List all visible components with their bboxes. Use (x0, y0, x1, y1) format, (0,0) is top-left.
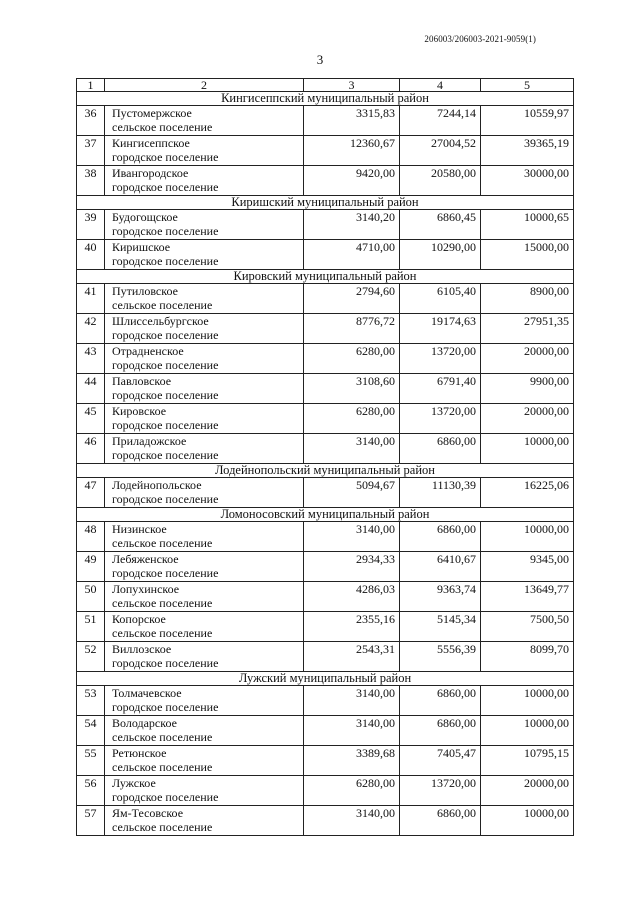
settlement-name (105, 210, 304, 240)
value-col5: 39365,19 (481, 136, 574, 166)
value-col4: 5145,34 (400, 612, 481, 642)
table-row (77, 374, 574, 404)
value-col5: 10000,00 (481, 686, 574, 716)
settlement-name-line1: Киришское (112, 240, 171, 254)
value-col3: 4286,03 (304, 582, 400, 612)
district-name: Кингисеппский муниципальный район (77, 92, 574, 106)
value-col5: 10000,65 (481, 210, 574, 240)
settlements-table (76, 78, 574, 836)
settlement-name (105, 746, 304, 776)
settlement-name (105, 522, 304, 552)
value-col3: 6280,00 (304, 404, 400, 434)
table-row (77, 284, 574, 314)
settlement-name-line1: Лодейнопольское (112, 478, 202, 492)
value-col4: 6105,40 (400, 284, 481, 314)
settlement-name-line1: Приладожское (112, 434, 187, 448)
row-number: 43 (77, 344, 105, 374)
settlement-type-line2: сельское поселение (112, 119, 213, 134)
row-number: 54 (77, 716, 105, 746)
district-row (77, 672, 574, 686)
row-number: 51 (77, 612, 105, 642)
settlement-name (105, 552, 304, 582)
value-col4: 6860,00 (400, 716, 481, 746)
value-col4: 7405,47 (400, 746, 481, 776)
table-row (77, 240, 574, 270)
row-number: 46 (77, 434, 105, 464)
value-col3: 2794,60 (304, 284, 400, 314)
value-col4: 6860,00 (400, 686, 481, 716)
district-name: Кировский муниципальный район (77, 270, 574, 284)
row-number: 52 (77, 642, 105, 672)
settlement-type-line2: городское поселение (112, 387, 219, 402)
table-row (77, 776, 574, 806)
column-header: 2 (105, 79, 304, 92)
settlement-name-line1: Кингисеппское (112, 136, 190, 150)
settlement-name (105, 374, 304, 404)
settlement-type-line2: городское поселение (112, 699, 219, 714)
value-col5: 10000,00 (481, 716, 574, 746)
settlement-name-line1: Ям-Тесовское (112, 806, 184, 820)
value-col3: 3140,00 (304, 522, 400, 552)
district-row (77, 196, 574, 210)
row-number: 42 (77, 314, 105, 344)
district-row (77, 270, 574, 284)
settlement-name-line1: Пустомержское (112, 106, 192, 120)
value-col5: 7500,50 (481, 612, 574, 642)
settlement-name (105, 478, 304, 508)
row-number: 55 (77, 746, 105, 776)
column-header: 1 (77, 79, 105, 92)
settlement-name-line1: Ретюнское (112, 746, 167, 760)
value-col3: 3140,00 (304, 686, 400, 716)
row-number: 49 (77, 552, 105, 582)
value-col4: 13720,00 (400, 776, 481, 806)
value-col5: 10000,00 (481, 434, 574, 464)
column-header: 4 (400, 79, 481, 92)
settlement-name-line1: Шлиссельбургское (112, 314, 209, 328)
table-row (77, 716, 574, 746)
settlement-type-line2: сельское поселение (112, 595, 213, 610)
district-name: Лужский муниципальный район (77, 672, 574, 686)
row-number: 37 (77, 136, 105, 166)
district-name: Лодейнопольский муниципальный район (77, 464, 574, 478)
value-col4: 6860,00 (400, 522, 481, 552)
settlement-type-line2: сельское поселение (112, 819, 213, 834)
table-row (77, 210, 574, 240)
settlement-name (105, 344, 304, 374)
value-col4: 19174,63 (400, 314, 481, 344)
value-col5: 27951,35 (481, 314, 574, 344)
settlement-name-line1: Толмачевское (112, 686, 182, 700)
settlement-name-line1: Лебяженское (112, 552, 179, 566)
table-row (77, 522, 574, 552)
column-header: 5 (481, 79, 574, 92)
settlement-name-line1: Лопухинское (112, 582, 180, 596)
table-row (77, 582, 574, 612)
table-row (77, 314, 574, 344)
value-col5: 20000,00 (481, 344, 574, 374)
settlement-name-line1: Копорское (112, 612, 166, 626)
settlement-type-line2: городское поселение (112, 417, 219, 432)
column-header: 3 (304, 79, 400, 92)
table-row (77, 642, 574, 672)
district-row (77, 92, 574, 106)
district-name: Ломоносовский муниципальный район (77, 508, 574, 522)
value-col3: 2934,33 (304, 552, 400, 582)
settlement-type-line2: городское поселение (112, 223, 219, 238)
table-row (77, 552, 574, 582)
value-col3: 4710,00 (304, 240, 400, 270)
row-number: 53 (77, 686, 105, 716)
row-number: 48 (77, 522, 105, 552)
table-row (77, 136, 574, 166)
settlement-type-line2: городское поселение (112, 149, 219, 164)
settlement-name (105, 582, 304, 612)
table-row (77, 686, 574, 716)
settlement-name-line1: Низинское (112, 522, 167, 536)
table-row (77, 166, 574, 196)
row-number: 41 (77, 284, 105, 314)
value-col4: 6791,40 (400, 374, 481, 404)
value-col4: 27004,52 (400, 136, 481, 166)
settlement-type-line2: городское поселение (112, 357, 219, 372)
settlement-name (105, 404, 304, 434)
value-col5: 15000,00 (481, 240, 574, 270)
settlement-name (105, 240, 304, 270)
row-number: 56 (77, 776, 105, 806)
value-col3: 3140,00 (304, 434, 400, 464)
value-col5: 10559,97 (481, 106, 574, 136)
settlement-name-line1: Ивангородское (112, 166, 189, 180)
settlement-type-line2: сельское поселение (112, 297, 213, 312)
value-col4: 13720,00 (400, 404, 481, 434)
value-col3: 3140,00 (304, 806, 400, 836)
settlement-name (105, 106, 304, 136)
row-number: 50 (77, 582, 105, 612)
settlement-name-line1: Путиловское (112, 284, 178, 298)
table-row (77, 746, 574, 776)
settlement-type-line2: сельское поселение (112, 729, 213, 744)
value-col4: 11130,39 (400, 478, 481, 508)
settlement-name (105, 686, 304, 716)
value-col5: 20000,00 (481, 404, 574, 434)
settlement-name (105, 314, 304, 344)
value-col4: 7244,14 (400, 106, 481, 136)
settlement-type-line2: городское поселение (112, 491, 219, 506)
row-number: 57 (77, 806, 105, 836)
row-number: 38 (77, 166, 105, 196)
value-col4: 6860,45 (400, 210, 481, 240)
table-row (77, 106, 574, 136)
table-row (77, 434, 574, 464)
settlement-type-line2: городское поселение (112, 655, 219, 670)
value-col4: 6860,00 (400, 434, 481, 464)
settlement-name (105, 434, 304, 464)
value-col3: 3315,83 (304, 106, 400, 136)
value-col3: 12360,67 (304, 136, 400, 166)
row-number: 40 (77, 240, 105, 270)
settlement-type-line2: городское поселение (112, 253, 219, 268)
value-col5: 16225,06 (481, 478, 574, 508)
settlement-type-line2: городское поселение (112, 327, 219, 342)
value-col4: 20580,00 (400, 166, 481, 196)
settlement-type-line2: городское поселение (112, 789, 219, 804)
table-body (77, 79, 574, 836)
settlement-name (105, 612, 304, 642)
settlement-name-line1: Виллозское (112, 642, 172, 656)
settlement-type-line2: городское поселение (112, 179, 219, 194)
row-number: 44 (77, 374, 105, 404)
settlement-name (105, 806, 304, 836)
settlement-name-line1: Будогощское (112, 210, 178, 224)
value-col3: 2355,16 (304, 612, 400, 642)
table-row (77, 478, 574, 508)
value-col4: 10290,00 (400, 240, 481, 270)
settlement-type-line2: городское поселение (112, 447, 219, 462)
row-number: 36 (77, 106, 105, 136)
settlement-name-line1: Лужское (112, 776, 156, 790)
settlement-type-line2: городское поселение (112, 565, 219, 580)
settlement-type-line2: сельское поселение (112, 535, 213, 550)
value-col3: 6280,00 (304, 344, 400, 374)
value-col3: 2543,31 (304, 642, 400, 672)
settlement-name (105, 166, 304, 196)
value-col4: 6860,00 (400, 806, 481, 836)
value-col4: 9363,74 (400, 582, 481, 612)
value-col3: 9420,00 (304, 166, 400, 196)
settlement-type-line2: сельское поселение (112, 759, 213, 774)
document-number: 206003/206003-2021-9059(1) (424, 34, 536, 44)
settlement-type-line2: сельское поселение (112, 625, 213, 640)
value-col5: 8900,00 (481, 284, 574, 314)
settlement-name (105, 642, 304, 672)
settlement-name-line1: Кировское (112, 404, 167, 418)
table-row (77, 806, 574, 836)
table-row (77, 612, 574, 642)
settlement-name-line1: Володарское (112, 716, 177, 730)
table-row (77, 404, 574, 434)
value-col3: 8776,72 (304, 314, 400, 344)
column-header-row (77, 79, 574, 92)
settlement-name (105, 776, 304, 806)
value-col4: 5556,39 (400, 642, 481, 672)
row-number: 47 (77, 478, 105, 508)
page-number: 3 (316, 52, 324, 67)
row-number: 39 (77, 210, 105, 240)
settlement-name (105, 716, 304, 746)
district-row (77, 508, 574, 522)
value-col5: 30000,00 (481, 166, 574, 196)
value-col5: 9900,00 (481, 374, 574, 404)
district-name: Киришский муниципальный район (77, 196, 574, 210)
value-col5: 10000,00 (481, 522, 574, 552)
settlement-name-line1: Павловское (112, 374, 172, 388)
value-col5: 8099,70 (481, 642, 574, 672)
value-col5: 20000,00 (481, 776, 574, 806)
value-col3: 3140,00 (304, 716, 400, 746)
value-col3: 5094,67 (304, 478, 400, 508)
value-col5: 10000,00 (481, 806, 574, 836)
settlement-name-line1: Отрадненское (112, 344, 184, 358)
district-row (77, 464, 574, 478)
row-number: 45 (77, 404, 105, 434)
value-col3: 3108,60 (304, 374, 400, 404)
value-col5: 13649,77 (481, 582, 574, 612)
table-row (77, 344, 574, 374)
value-col5: 10795,15 (481, 746, 574, 776)
value-col5: 9345,00 (481, 552, 574, 582)
value-col3: 6280,00 (304, 776, 400, 806)
value-col4: 13720,00 (400, 344, 481, 374)
settlement-name (105, 284, 304, 314)
settlement-name (105, 136, 304, 166)
value-col4: 6410,67 (400, 552, 481, 582)
value-col3: 3140,20 (304, 210, 400, 240)
value-col3: 3389,68 (304, 746, 400, 776)
